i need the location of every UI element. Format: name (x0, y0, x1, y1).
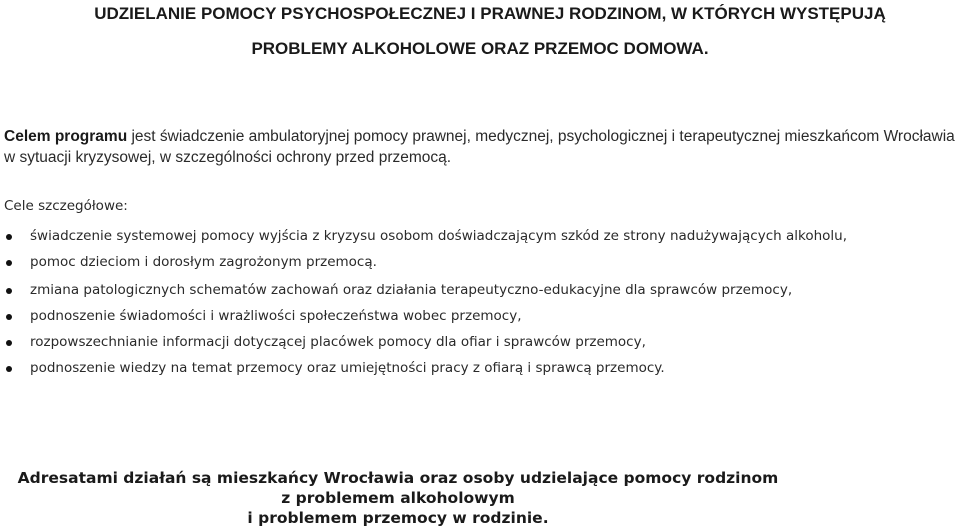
bullet-icon (6, 260, 12, 266)
bullet-icon (6, 314, 12, 320)
audience-line-2: z problemem alkoholowym (281, 489, 515, 507)
bullet-icon (6, 234, 12, 240)
bullet-icon (6, 340, 12, 346)
bullet-icon (6, 366, 12, 372)
bullet-icon (6, 288, 12, 294)
list-item-text: podnoszenie wiedzy na temat przemocy oraz umiejętności pracy z ofiarą i sprawcą przemocy. (30, 360, 665, 376)
specific-goals-heading: Cele szczegółowe: (4, 198, 128, 214)
program-goal-lead: Celem programu (4, 128, 128, 145)
list-item-text: rozpowszechnianie informacji dotyczącej placówek pomocy dla ofiar i sprawców przemocy, (30, 334, 646, 350)
list-item-text: świadczenie systemowej pomocy wyjścia z kryzysu osobom doświadczającym szkód ze strony nadużywających alkoholu, (30, 228, 848, 244)
list-item-text: pomoc dzieciom i dorosłym zagrożonym przemocą. (30, 254, 377, 270)
list-item-text: zmiana patologicznych schematów zachowań oraz działania terapeutyczno-edukacyjne dla sprawców przemocy, (30, 282, 793, 298)
program-goal-text: jest świadczenie ambulatoryjnej pomocy prawnej, medycznej, psychologicznej i terapeutycznej mieszkańcom Wrocławia w sytuacji kryzysowej, w szczególności ochrony przed przemocą. (4, 128, 955, 166)
document-title-line-1: UDZIELANIE POMOCY PSYCHOSPOŁECZNEJ I PRAWNEJ RODZINOM, W KTÓRYCH WYSTĘPUJĄ (94, 4, 886, 23)
document-title-line-2: PROBLEMY ALKOHOLOWE ORAZ PRZEMOC DOMOWA. (251, 39, 709, 58)
program-goal-paragraph (4, 126, 956, 168)
audience-line-1: Adresatami działań są mieszkańcy Wrocławia oraz osoby udzielające pomocy rodzinom (17, 469, 779, 487)
list-item-text: podnoszenie świadomości i wrażliwości społeczeństwa wobec przemocy, (30, 308, 522, 324)
audience-line-3: i problemem przemocy w rodzinie. (247, 509, 549, 527)
